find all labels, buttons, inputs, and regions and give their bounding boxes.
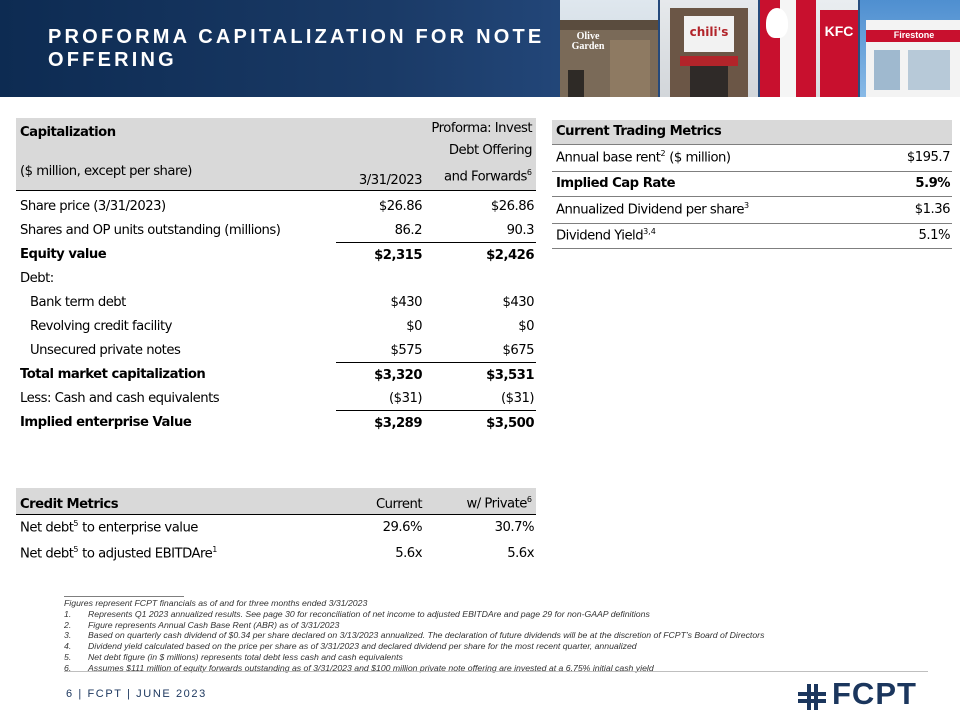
credit-metrics-table (16, 488, 536, 566)
footnote-divider (64, 596, 184, 597)
trading-metrics-title: Current Trading Metrics (552, 120, 952, 144)
table-row: Dividend Yield$^{3,4}$ 5.1% (552, 223, 952, 248)
capitalization-header-row (16, 118, 536, 191)
table-row: Less: Cash and cash equivalents ($31) ($31) (16, 387, 536, 411)
fcpt-logo-text: FCPT (832, 676, 917, 711)
footnote-item: 2. Figure represents Annual Cash Base Rent (ABR) as of 3/31/2023 (64, 619, 340, 630)
table-row: Debt: (20, 271, 54, 287)
table-row: Net debt$^5$ to enterprise value 29.6% 30.7% (20, 519, 534, 536)
table-row: Shares and OP units outstanding (millions) 86.2 90.3 (16, 219, 536, 243)
table-row: Annual base rent$^2$ ($ million) $195.7 (552, 144, 952, 171)
capitalization-table (16, 118, 536, 435)
trading-metrics-table (552, 120, 952, 249)
kfc-photo: KFC (760, 0, 858, 97)
col-proforma-header: Proforma: Invest Debt Offering and Forwards$^6$ (426, 118, 536, 191)
firestone-photo: Firestone (860, 0, 960, 97)
table-row: Bank term debt $430 $430 (30, 295, 534, 311)
footnote-item: 3. Based on quarterly cash dividend of $0.34 per share declared on 3/13/2023 annualized. The declaration of future dividends will be at the discretion of FCPT’s Board of Directors (64, 630, 765, 641)
chilis-photo: chili's (660, 0, 758, 97)
trading-metrics-header-row (552, 120, 952, 144)
table-row: Annualized Dividend per share$^3$ $1.36 (552, 196, 952, 223)
olive-garden-photo: Olive Garden (560, 0, 658, 97)
col-current-header: Current (336, 488, 426, 514)
header-photos (560, 0, 960, 97)
footnote-item: 5. Net debt figure (in $ millions) represents total debt less cash and cash equivalents (64, 651, 403, 662)
table-row: Implied Cap Rate 5.9% (552, 171, 952, 196)
col-w-private-header: w/ Private$^6$ (426, 488, 536, 514)
table-row: Net debt$^5$ to adjusted EBITDAre$^1$ 5.6x 5.6x (20, 544, 534, 562)
col-3-31-2023-header: 3/31/2023 (336, 118, 426, 191)
credit-metrics-title: Credit Metrics (16, 488, 336, 514)
footnote-item: 6. Assumes $111 million of equity forwards outstanding as of 3/31/2023 and $100 million private note offering are invested at a 6.75% initial cash yield (64, 662, 654, 673)
fcpt-logo-mark-icon (798, 684, 826, 710)
credit-metrics-header-row (16, 488, 536, 514)
footnotes (64, 598, 924, 674)
footnote-intro: Figures represent FCPT financials as of and for three months ended 3/31/2023 (64, 598, 368, 608)
table-row: Revolving credit facility $0 $0 (30, 319, 534, 335)
table-row: Share price (3/31/2023) $26.86 $26.86 (20, 199, 534, 215)
header-banner (0, 0, 960, 97)
footer-divider (64, 671, 928, 672)
footnote-item: 1. Represents Q1 2023 annualized results. See page 30 for reconciliation of net income to adjusted EBITDAre and page 29 for non-GAAP definitions (64, 608, 650, 619)
fcpt-logo (798, 678, 928, 710)
table-row: Total market capitalization $3,320 $3,531 (20, 367, 534, 383)
table-row: Equity value $2,315 $2,426 (20, 247, 534, 263)
page-title: PROFORMA CAPITALIZATION FOR NOTE OFFERING (48, 26, 545, 71)
table-row: Unsecured private notes $575 $675 (16, 339, 536, 363)
page-footer-label: 6 | FCPT | JUNE 2023 (66, 688, 207, 700)
footnote-item: 4. Dividend yield calculated based on the price per share as of 3/31/2023 and declared dividend per share for the most recent quarter, annualized (64, 641, 637, 652)
capitalization-col-header: Capitalization ($ million, except per share) (16, 118, 336, 191)
table-row: Implied enterprise Value $3,289 $3,500 (20, 415, 534, 431)
